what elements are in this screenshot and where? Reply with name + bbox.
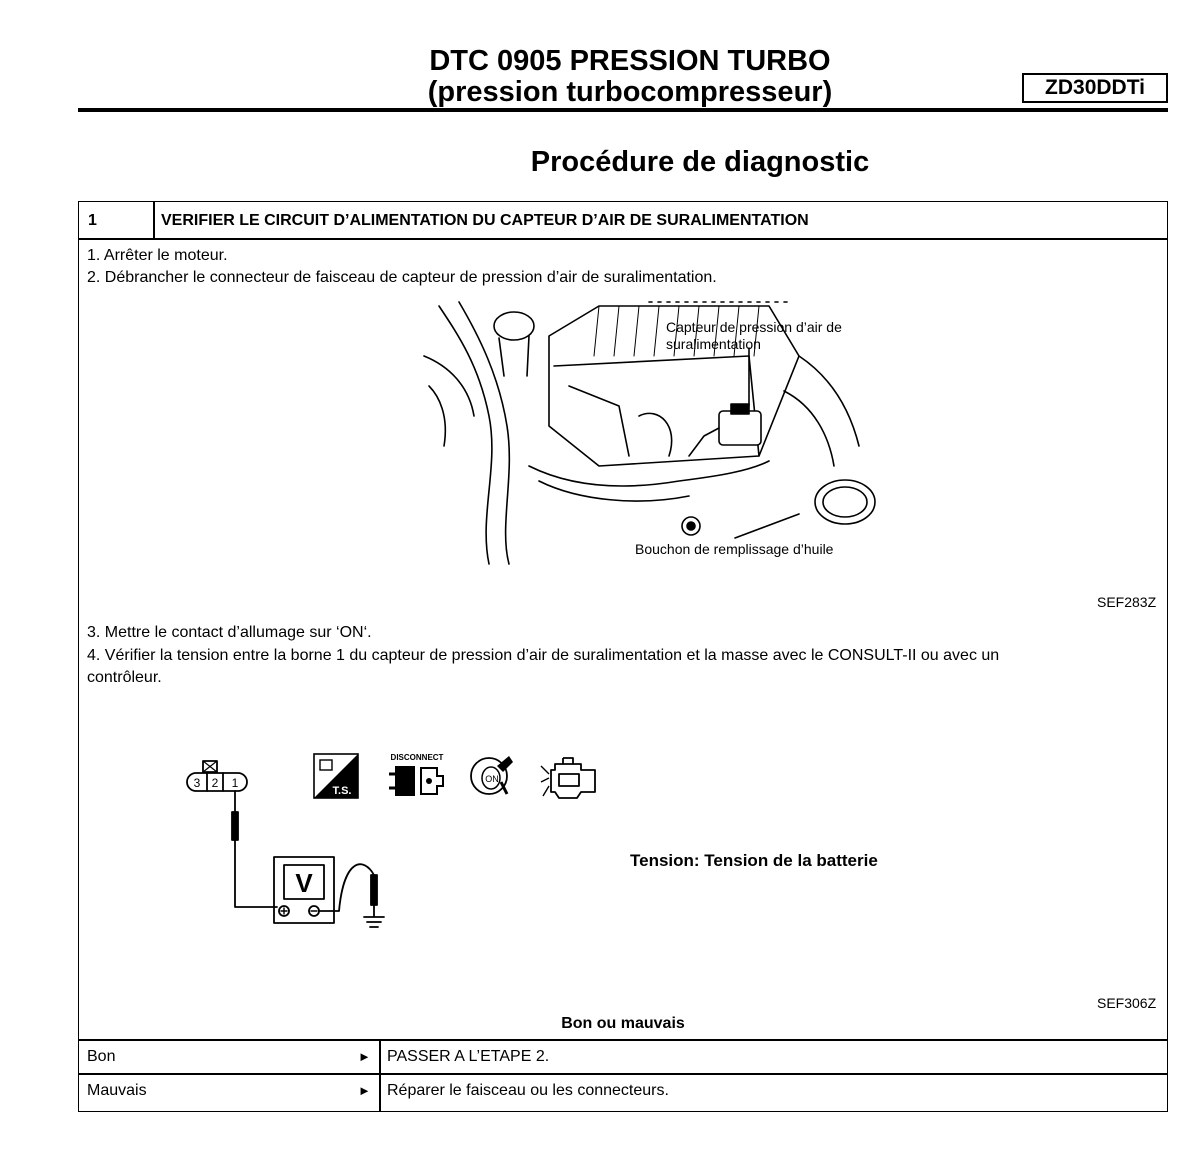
figure-label: Capteur de pression d’air de xyxy=(666,319,842,335)
engine-code-badge: ZD30DDTi xyxy=(1022,73,1168,103)
tension-spec: Tension: Tension de la batterie xyxy=(630,851,878,870)
instruction-line: contrôleur. xyxy=(87,669,162,686)
divider xyxy=(79,1039,1167,1041)
result-condition: Bon xyxy=(87,1048,116,1065)
result-action: Réparer le faisceau ou les connecteurs. xyxy=(387,1082,669,1099)
divider xyxy=(153,202,155,238)
instruction-line: 3. Mettre le contact d’allumage sur ‘ON‘. xyxy=(87,624,372,641)
step-number: 1 xyxy=(88,212,97,229)
instruction-line: 1. Arrêter le moteur. xyxy=(87,247,228,264)
figure-ref: SEF306Z xyxy=(1097,995,1157,1011)
figure-label: Bouchon de remplissage d’huile xyxy=(635,541,834,557)
connector-pin-label: 3 xyxy=(193,776,201,790)
judgement-label: Bon ou mauvais xyxy=(561,1015,685,1032)
disconnect-icon xyxy=(385,752,451,804)
page-title: DTC 0905 PRESSION TURBO xyxy=(429,45,831,77)
connector-pin-label: 1 xyxy=(231,776,239,790)
arrow-right-icon: ► xyxy=(358,1083,371,1098)
figure-label: suralimentation xyxy=(666,336,761,352)
arrow-right-icon: ► xyxy=(358,1049,371,1064)
instruction-line: 4. Vérifier la tension entre la borne 1 du capteur de pression d’air de suralimentation et la masse avec le CONSULT-II ou avec un xyxy=(87,647,1000,664)
ignition-on-icon xyxy=(467,752,517,802)
diagnostic-table xyxy=(78,201,1168,1112)
result-action: PASSER A L’ETAPE 2. xyxy=(387,1048,550,1065)
test-tool-icon xyxy=(312,752,372,800)
header-rule xyxy=(78,108,1168,112)
svg-text:DISCONNECT: DISCONNECT xyxy=(390,753,444,762)
result-condition: Mauvais xyxy=(87,1082,147,1099)
voltmeter-label: V xyxy=(295,868,313,898)
divider xyxy=(79,1073,1167,1075)
svg-text:T.S.: T.S. xyxy=(332,785,352,797)
divider xyxy=(79,238,1167,240)
section-title: Procédure de diagnostic xyxy=(530,146,870,178)
svg-text:ON: ON xyxy=(485,774,499,784)
divider xyxy=(379,1039,381,1111)
instruction-line: 2. Débrancher le connecteur de faisceau de capteur de pression d’air de suralimentation. xyxy=(87,269,717,286)
page-subtitle: (pression turbocompresseur) xyxy=(427,76,833,108)
engine-off-icon xyxy=(537,752,603,804)
connector-pin-label: 2 xyxy=(211,776,219,790)
step-title: VERIFIER LE CIRCUIT D’ALIMENTATION DU CAPTEUR D’AIR DE SURALIMENTATION xyxy=(161,212,809,229)
figure-ref: SEF283Z xyxy=(1097,594,1157,610)
